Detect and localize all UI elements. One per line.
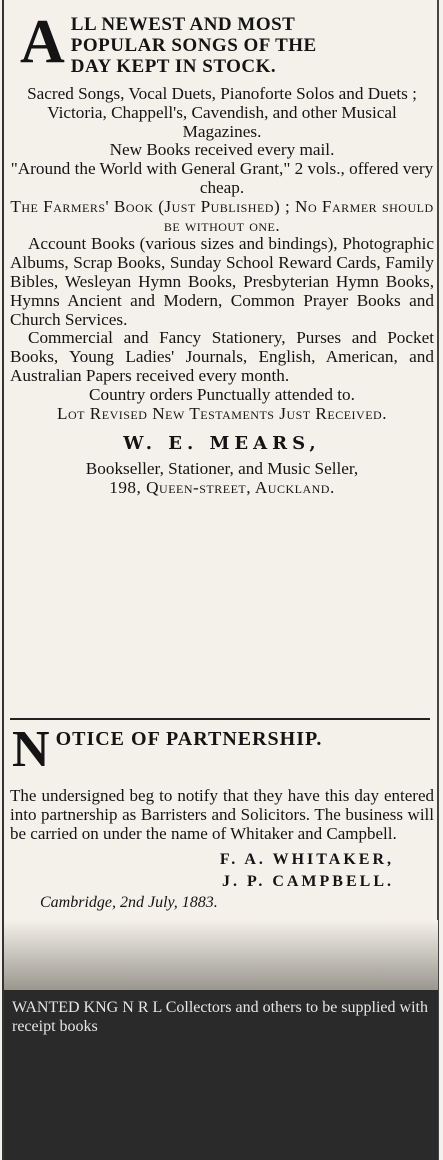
paragraph: The Farmers' Book (Just Published) ; No Farmer should be without one. — [10, 196, 434, 235]
advert-partnership — [10, 721, 434, 913]
headline — [10, 8, 434, 77]
paragraph: "Around the World with General Grant," 2 vols., offered very cheap. — [10, 159, 434, 197]
paragraph: Country orders Punctually attended to. — [89, 384, 355, 404]
signature: W. E. MEARS, — [123, 433, 321, 455]
dropcap: A — [20, 8, 65, 76]
trade-line: Bookseller, Stationer, and Music Seller, — [85, 459, 359, 479]
partner-name: J. P. CAMPBELL. — [222, 873, 394, 890]
wanted-text: WANTED KNG N R L Collectors and others to be supplied with receipt books — [12, 999, 428, 1035]
paragraph: Sacred Songs, Vocal Duets, Pianoforte Solos and Duets ; Victoria, Chappell's, Cavendish, and other Musical Magazines. — [27, 84, 417, 141]
dateline: Cambridge, 2nd July, 1883. — [40, 894, 218, 911]
headline-line: DAY KEPT IN STOCK. — [70, 56, 277, 77]
dropcap: N — [12, 721, 50, 778]
headline-line: LL NEWEST AND MOST — [70, 14, 296, 35]
address: 198, Queen-street, Auckland. — [109, 478, 335, 498]
divider — [10, 718, 430, 720]
paragraph: Lot Revised New Testaments Just Received. — [56, 403, 387, 423]
partner-name: F. A. WHITAKER, — [219, 851, 394, 868]
paragraph: Account Books (various sizes and bindings), Photographic Albums, Scrap Books, Sunday School Reward Cards, Family Bibles, Wesleyan Hymn Books, Presbyterian Hymn Books, Hymns Ancient and Modern, Common Prayer Books and Church Services. — [10, 234, 434, 329]
paragraph: New Books received every mail. — [109, 140, 335, 160]
print-smudge — [4, 920, 438, 990]
advert-books — [10, 8, 434, 498]
headline-line: POPULAR SONGS OF THE — [70, 35, 317, 56]
paragraph: Commercial and Fancy Stationery, Purses and Pocket Books, Young Ladies' Journals, English, American, and Australian Papers received every month. — [10, 328, 434, 385]
notice-body: The undersigned beg to notify that they have this day entered into partnership as Barristers and Solicitors. The business will be carried on under the name of Whitaker and Campbell. — [10, 786, 434, 843]
notice-title: OTICE OF PARTNERSHIP. — [55, 728, 323, 750]
advert-wanted — [4, 990, 438, 1160]
